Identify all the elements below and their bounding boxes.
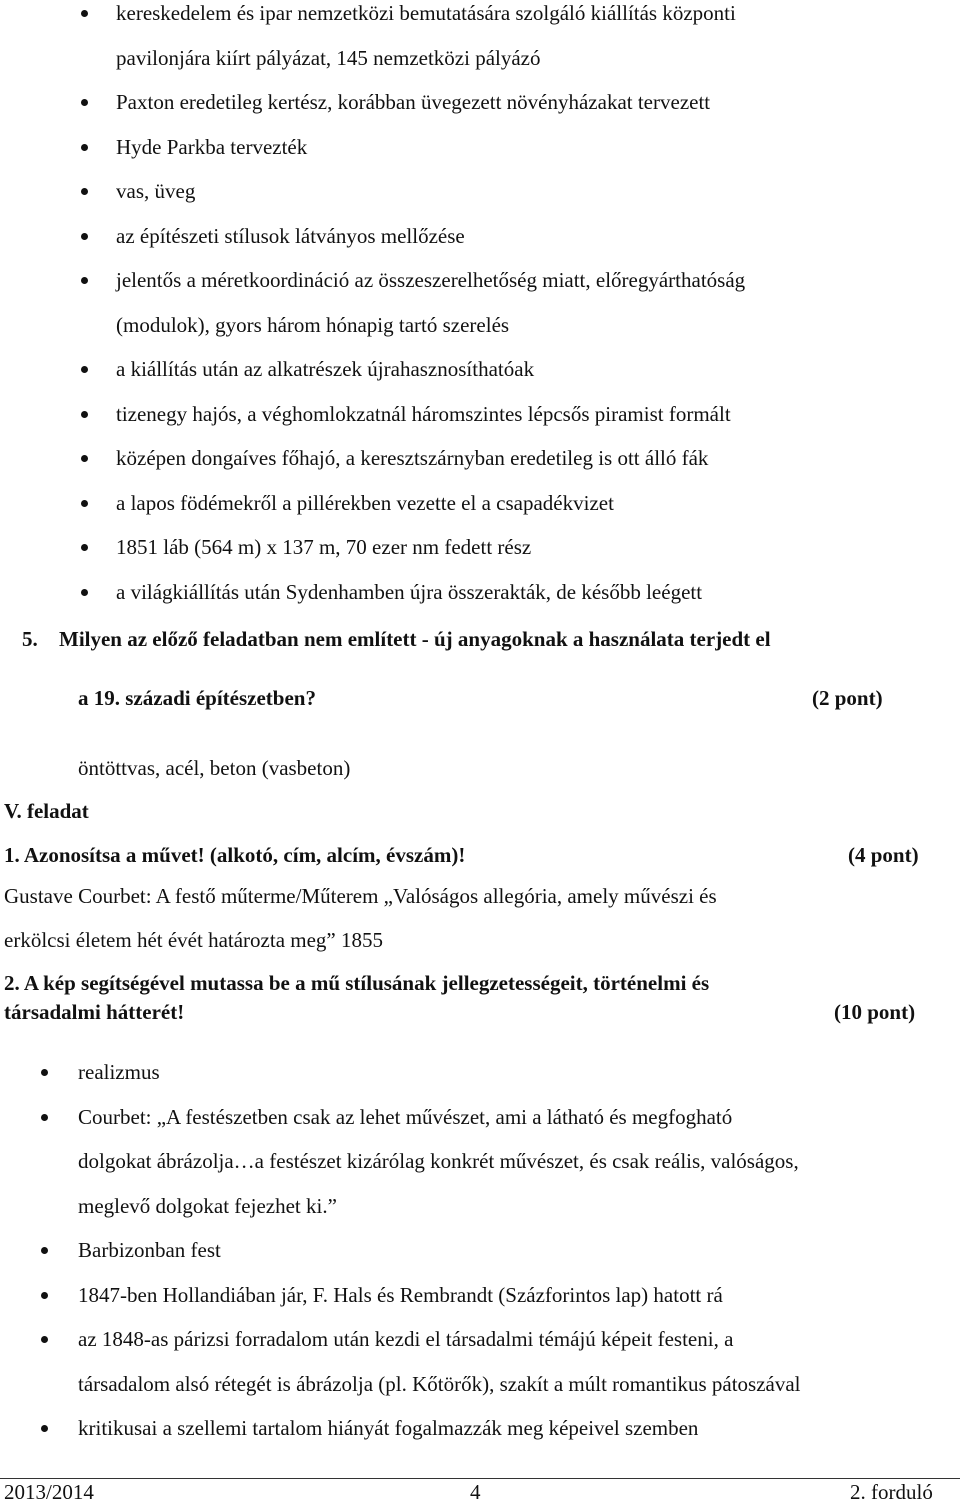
list-item-line: pavilonjára kiírt pályázat, 145 nemzetközi pályázó	[116, 45, 541, 70]
bullet-icon	[81, 188, 88, 195]
question-2-points: (10 pont)	[834, 1000, 916, 1024]
bullet-icon	[81, 366, 88, 373]
bullet-icon	[41, 1114, 48, 1121]
list-item-line: a világkiállítás után Sydenhamben újra összerakták, de később leégett	[116, 579, 703, 604]
list-item-line: a lapos födémekről a pillérekben vezette el a csapadékvizet	[116, 490, 614, 515]
question-5-number: 5.	[22, 627, 38, 651]
bullet-icon	[41, 1069, 48, 1076]
list-item-line: az 1848-as párizsi forradalom után kezdi el társadalmi témájú képeit festeni, a	[78, 1327, 734, 1351]
list-item-line: középen dongaíves főhajó, a keresztszárnyban eredetileg is ott álló fák	[116, 446, 709, 470]
list-item-line: 1847-ben Hollandiában jár, F. Hals és Rembrandt (Százforintos lap) hatott rá	[78, 1282, 723, 1307]
question-1-text: 1. Azonosítsa a művet! (alkotó, cím, alcím, évszám)!	[4, 843, 466, 867]
list-item-line: az építészeti stílusok látványos mellőzése	[116, 223, 465, 248]
bullet-icon	[41, 1425, 48, 1432]
question-5-answer: öntöttvas, acél, beton (vasbeton)	[78, 756, 351, 780]
list-item-line: tizenegy hajós, a véghomlokzatnál háromszintes lépcsős piramist formált	[116, 401, 731, 426]
list-item-line: meglevő dolgokat fejezhet ki.”	[78, 1193, 337, 1218]
bullet-icon	[81, 10, 88, 17]
question-1-points: (4 pont)	[848, 843, 919, 867]
list-item-line: Hyde Parkba tervezték	[116, 134, 308, 159]
bullet-icon	[81, 233, 88, 240]
question-5-text: Milyen az előző feladatban nem említett - új anyagoknak a használata terjedt el	[59, 627, 771, 651]
footer-divider	[0, 1478, 960, 1479]
question-5-line-2: a 19. századi építészetben?	[78, 686, 316, 710]
question-2-line-1: 2. A kép segítségével mutassa be a mű stílusának jellegzetességeit, történelmi és	[4, 971, 710, 995]
list-item-line: Courbet: „A festészetben csak az lehet művészet, ami a látható és megfogható	[78, 1104, 733, 1129]
bullet-icon	[81, 99, 88, 106]
bullet-icon	[41, 1247, 48, 1254]
question-1-answer-line-2: erkölcsi életem hét évét határozta meg” 1855	[4, 928, 383, 952]
list-item-line: kritikusai a szellemi tartalom hiányát fogalmazzák meg képeivel szemben	[78, 1416, 699, 1440]
section-title: V. feladat	[4, 799, 89, 823]
list-item-line: (modulok), gyors három hónapig tartó szerelés	[116, 312, 510, 337]
footer-round: 2. forduló	[850, 1480, 933, 1504]
list-item-line: 1851 láb (564 m) x 137 m, 70 ezer nm fedett rész	[116, 535, 532, 559]
list-item-line: jelentős a méretkoordináció az összeszerelhetőség miatt, előregyárthatóság	[116, 268, 746, 292]
question-1-answer-line-1: Gustave Courbet: A festő műterme/Műterem „Valóságos allegória, amely művészi és	[4, 884, 717, 908]
bullet-icon	[81, 411, 88, 418]
bullet-icon	[81, 544, 88, 551]
list-item-line: kereskedelem és ipar nemzetközi bemutatására szolgáló kiállítás központi	[116, 1, 736, 25]
bullet-icon	[81, 144, 88, 151]
list-item-line: társadalom alsó rétegét is ábrázolja (pl. Kőtörők), szakít a múlt romantikus pátoszával	[78, 1371, 801, 1396]
list-item-line: Barbizonban fest	[78, 1238, 221, 1262]
list-item-line: vas, üveg	[116, 179, 196, 203]
bullet-icon	[81, 455, 88, 462]
list-item-line: dolgokat ábrázolja…a festészet kizárólag konkrét művészet, és csak reális, valóságos,	[78, 1149, 799, 1173]
list-item-line: realizmus	[78, 1060, 160, 1084]
footer-year: 2013/2014	[4, 1480, 94, 1504]
bullet-icon	[81, 277, 88, 284]
list-item-line: Paxton eredetileg kertész, korábban üvegezett növényházakat tervezett	[116, 90, 711, 114]
list-item-line: a kiállítás után az alkatrészek újrahasznosíthatóak	[116, 357, 535, 381]
question-2-line-2: társadalmi hátterét!	[4, 1000, 185, 1024]
bullet-icon	[41, 1336, 48, 1343]
footer-page-number: 4	[470, 1480, 481, 1504]
question-5-line-1	[22, 627, 771, 651]
bullet-icon	[81, 589, 88, 596]
bullet-icon	[41, 1292, 48, 1299]
question-5-points: (2 pont)	[812, 686, 883, 710]
bullet-icon	[81, 500, 88, 507]
